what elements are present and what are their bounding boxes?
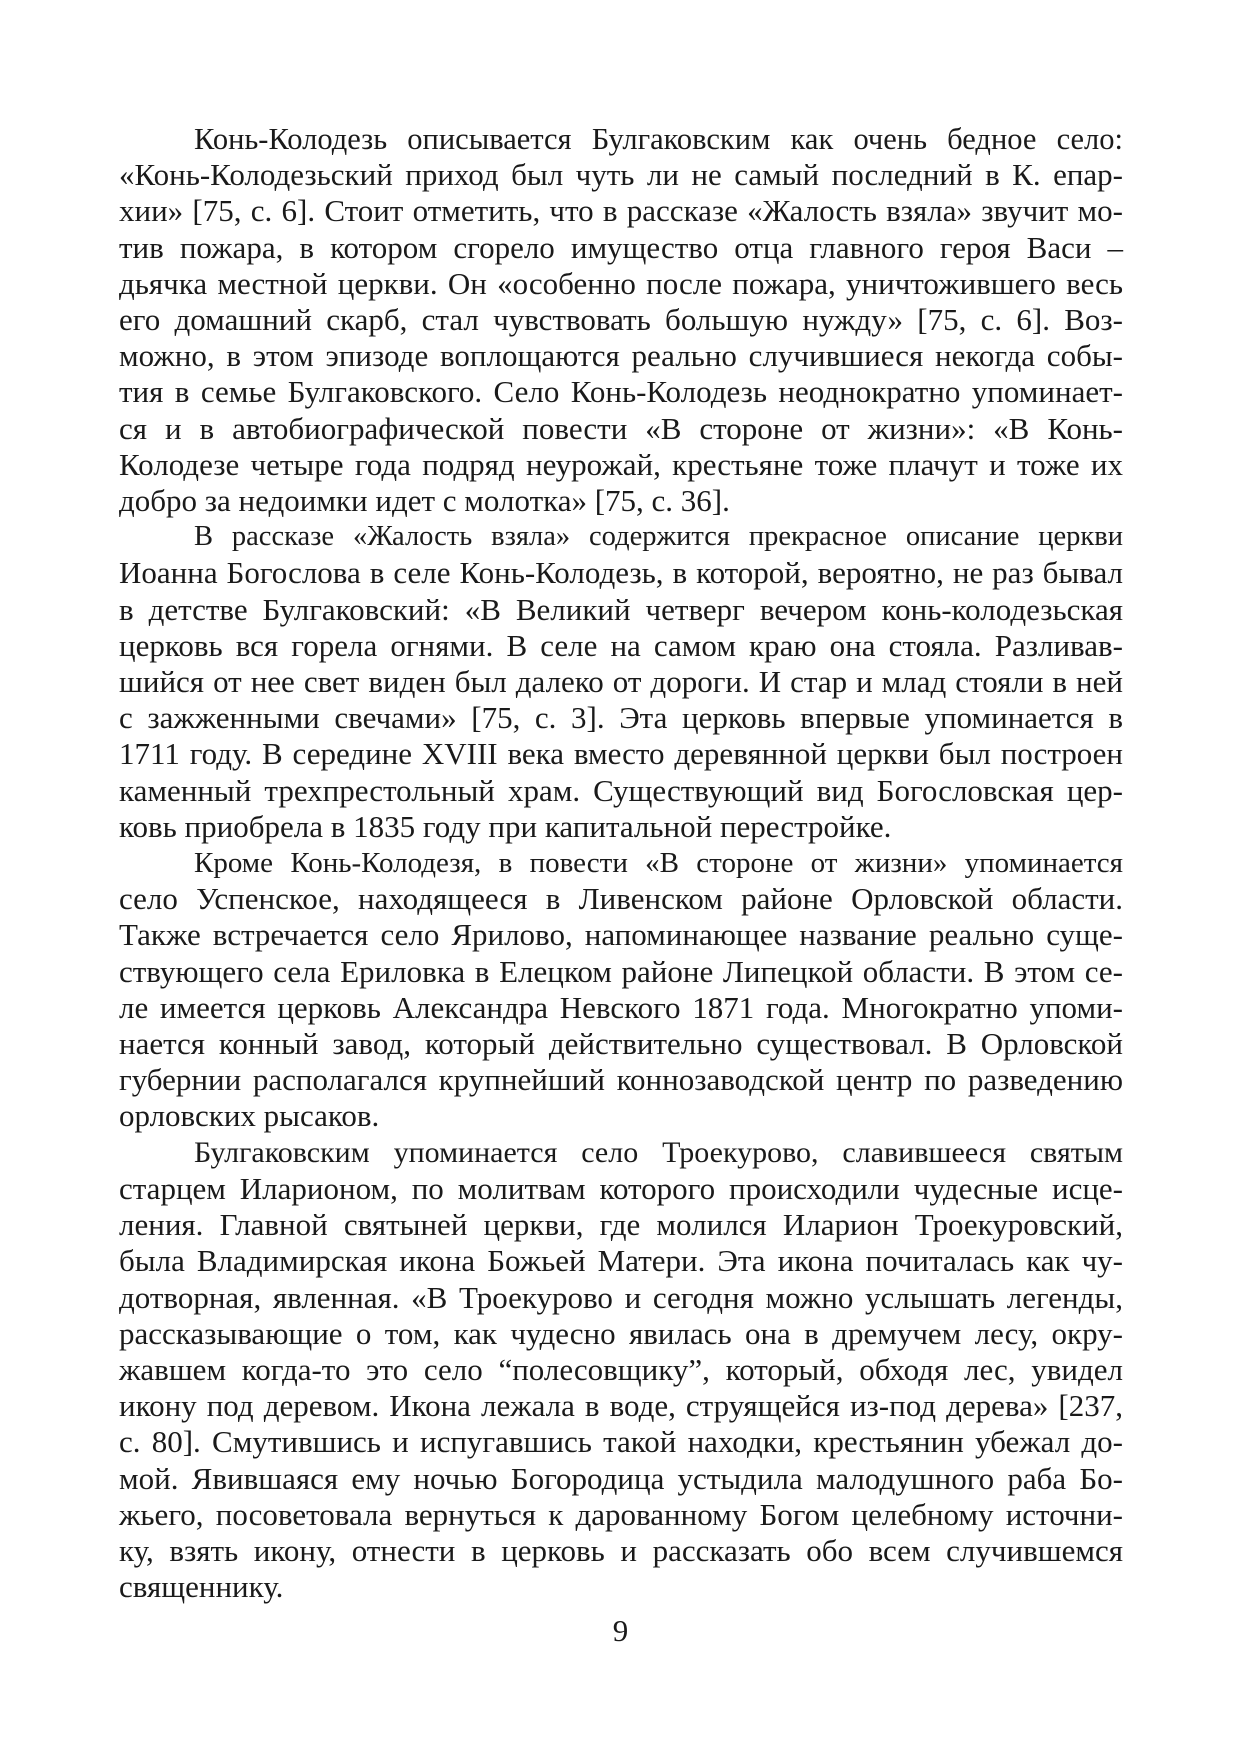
text-line: шийся от нее свет виден был далеко от дороги. И стар и млад стояли в ней [119,664,1123,700]
text-line: нается конный завод, который действительно существовал. В Орловской [119,1026,1123,1062]
text-line: церковь вся горела огнями. В селе на самом краю она стояла. Разливав- [119,627,1123,663]
text-line: ления. Главной святыней церкви, где молился Иларион Троекуровский, [119,1207,1123,1243]
text-line: В рассказе «Жалость взяла» содержится прекрасное описание церкви [194,521,1123,553]
text-line: Колодезе четыре года подряд неурожай, крестьяне тоже плачут и тоже их [119,446,1123,482]
page-number: 9 [612,1613,629,1648]
text-line: рассказывающие о том, как чудесно явилась она в дремучем лесу, окру- [119,1315,1123,1351]
text-line: орловских рысаков. [119,1098,380,1134]
text-line: Кроме Конь-Колодезя, в повести «В стороне от жизни» упоминается [194,847,1123,880]
text-line: Конь-Колодезь описывается Булгаковским как очень бедное село: [194,122,1123,156]
text-line: добро за недоимки идет с молотка» [75, с. 36]. [119,483,730,519]
text-line: «Конь-Колодезьский приход был чуть ли не самый последний в К. епар- [119,157,1123,193]
text-line: икону под деревом. Икона лежала в воде, струящейся из-под дерева» [237, [119,1388,1123,1424]
text-line: 1711 году. В середине XVIII века вместо деревянной церкви был построен [119,736,1123,772]
text-line: тив пожара, в котором сгорело имущество отца главного героя Васи – [119,229,1123,265]
text-line: хии» [75, с. 6]. Стоит отметить, что в рассказе «Жалость взяла» звучит мо- [119,193,1123,229]
text-line: с. 80]. Смутившись и испугавшись такой находки, крестьянин убежал до- [119,1424,1123,1460]
paragraph-4 [119,1135,1123,1606]
text-line: старцем Иларионом, по молитвам которого происходили чудесные исце- [119,1170,1123,1206]
paragraph-1 [119,121,1123,519]
text-line: ся и в автобиографической повести «В стороне от жизни»: «В Конь- [119,410,1123,446]
text-line: ствующего села Ериловка в Елецком районе Липецкой области. В этом се- [119,953,1123,989]
paragraph-3 [119,845,1123,1135]
paragraph-2 [119,519,1123,845]
text-line: его домашний скарб, стал чувствовать большую нужду» [75, с. 6]. Воз- [119,302,1123,338]
text-line: каменный трехпрестольный храм. Существующий вид Богословская цер- [119,772,1123,808]
text-line: ку, взять икону, отнести в церковь и рассказать обо всем случившемся [119,1532,1123,1568]
text-line: дьячка местной церкви. Он «особенно после пожара, уничтожившего весь [119,265,1123,301]
text-line: жавшем когда-то это село “полесовщику”, который, обходя лес, увидел [119,1351,1123,1387]
text-line: село Успенское, находящееся в Ливенском районе Орловской области. [119,881,1123,917]
text-line: в детстве Булгаковский: «В Великий четверг вечером конь-колодезьская [119,591,1123,627]
text-line: была Владимирская икона Божьей Матери. Эта икона почиталась как чу- [119,1243,1123,1279]
text-line: мой. Явившаяся ему ночью Богородица устыдила малодушного раба Бо- [119,1460,1123,1496]
text-line: священнику. [119,1569,284,1605]
text-line: жьего, посоветовала вернуться к дарованному Богом целебному источни- [119,1496,1123,1532]
text-line: Булгаковским упоминается село Троекурово, славившееся святым [194,1135,1123,1169]
text-line: с зажженными свечами» [75, с. 3]. Эта церковь впервые упоминается в [119,700,1123,736]
text-line: тия в семье Булгаковского. Село Конь-Колодезь неоднократно упоминает- [119,374,1123,410]
text-line: Иоанна Богослова в селе Конь-Колодезь, в которой, вероятно, не раз бывал [119,555,1123,591]
text-line: ковь приобрела в 1835 году при капитальной перестройке. [119,808,892,844]
text-line: губернии располагался крупнейший коннозаводской центр по разведению [119,1062,1123,1098]
text-line: дотворная, явленная. «В Троекурово и сегодня можно услышать легенды, [119,1279,1123,1315]
body-text [119,121,1123,1605]
text-line: Также встречается село Ярилово, напоминающее название реально суще- [119,917,1123,953]
text-line: можно, в этом эпизоде воплощаются реально случившиеся некогда собы- [119,338,1123,374]
text-line: ле имеется церковь Александра Невского 1871 года. Многократно упоми- [119,989,1123,1025]
